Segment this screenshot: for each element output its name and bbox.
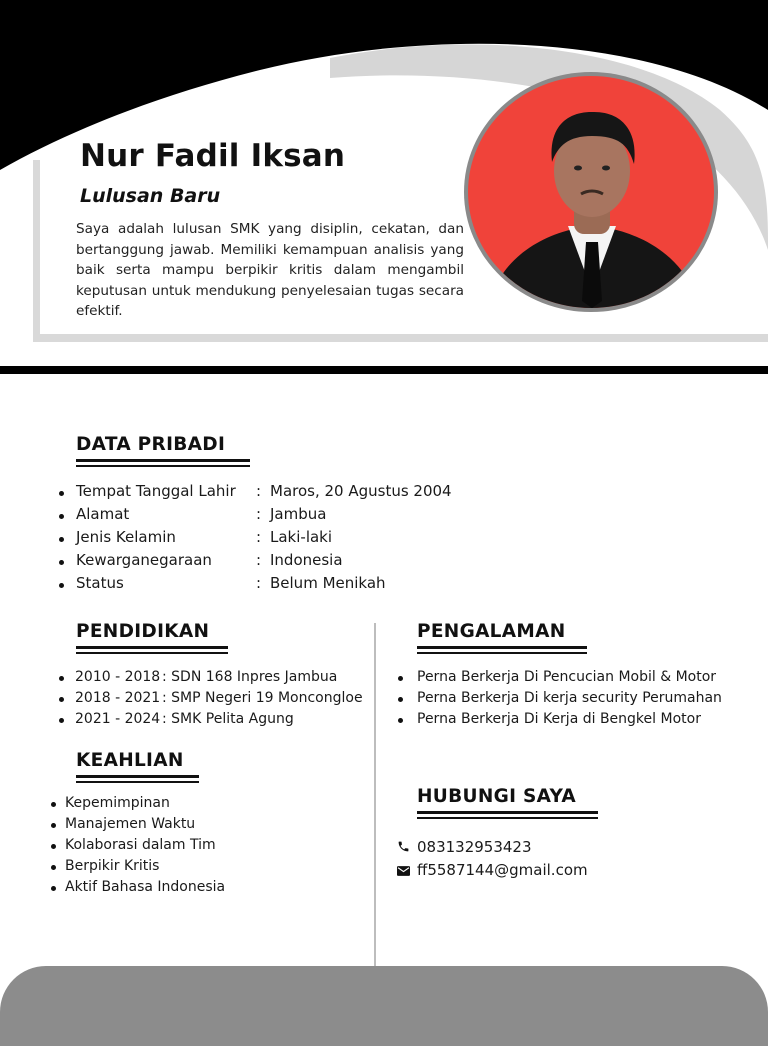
person-portrait: [468, 76, 714, 308]
field-label: Alamat: [76, 505, 130, 523]
heading-underline: [417, 811, 598, 820]
skill-label: Berpikir Kritis: [65, 858, 160, 874]
bullet-dot: [51, 844, 56, 849]
profile-photo: [464, 72, 718, 312]
section-heading: PENDIDIKAN: [76, 621, 210, 642]
field-separator: :: [256, 505, 262, 523]
field-label: Kewarganegaraan: [76, 551, 212, 569]
bullet-dot: [59, 718, 64, 723]
heading-underline: [417, 646, 587, 655]
bullet-dot: [398, 697, 403, 702]
section-pengalaman: [417, 621, 587, 655]
field-separator: :: [256, 574, 262, 592]
section-hubungi-saya: [417, 786, 598, 820]
bullet-dot: [398, 676, 403, 681]
section-heading: KEAHLIAN: [76, 750, 184, 771]
mail-icon: [397, 866, 410, 876]
field-value: Maros, 20 Agustus 2004: [270, 482, 452, 500]
field-value: Indonesia: [270, 551, 343, 569]
education-school: : SMK Pelita Agung: [162, 711, 294, 727]
footer-band: [0, 966, 768, 1046]
section-pendidikan: [76, 621, 228, 655]
column-divider: [374, 623, 376, 968]
bullet-dot: [51, 865, 56, 870]
field-value: Jambua: [270, 505, 327, 523]
phone-icon: [397, 840, 410, 853]
education-school: : SDN 168 Inpres Jambua: [162, 669, 338, 685]
bullet-dot: [51, 802, 56, 807]
profile-summary: Saya adalah lulusan SMK yang disiplin, cekatan, dan bertanggung jawab. Memiliki kemampuan analisis yang baik serta mampu berpikir kritis dalam mengambil keputusan untuk mendukung penyelesaian tugas secara efektif.: [76, 221, 464, 319]
heading-underline: [76, 459, 250, 468]
job-title: Lulusan Baru: [80, 185, 221, 207]
skill-label: Manajemen Waktu: [65, 816, 196, 832]
full-name: Nur Fadil Iksan: [80, 138, 346, 174]
field-value: Belum Menikah: [270, 574, 386, 592]
experience-label: Perna Berkerja Di Kerja di Bengkel Motor: [417, 711, 701, 727]
phone-number[interactable]: 083132953423: [417, 838, 532, 856]
section-keahlian: [76, 750, 199, 784]
section-heading: PENGALAMAN: [417, 621, 566, 642]
education-years: 2018 - 2021: [75, 690, 161, 706]
education-years: 2010 - 2018: [75, 669, 161, 685]
bullet-dot: [51, 823, 56, 828]
section-heading: HUBUNGI SAYA: [417, 786, 577, 807]
field-value: Laki-laki: [270, 528, 333, 546]
field-label: Status: [76, 574, 124, 592]
bullet-dot: [59, 514, 64, 519]
field-label: Tempat Tanggal Lahir: [76, 482, 236, 500]
field-separator: :: [256, 551, 262, 569]
skill-label: Kolaborasi dalam Tim: [65, 837, 216, 853]
bullet-dot: [398, 718, 403, 723]
skill-label: Aktif Bahasa Indonesia: [65, 879, 226, 895]
bullet-dot: [59, 676, 64, 681]
section-heading: DATA PRIBADI: [76, 434, 226, 455]
bullet-dot: [59, 583, 64, 588]
heading-underline: [76, 646, 228, 655]
experience-label: Perna Berkerja Di kerja security Perumahan: [417, 690, 722, 706]
education-school: : SMP Negeri 19 Moncongloe: [162, 690, 363, 706]
education-years: 2021 - 2024: [75, 711, 161, 727]
bullet-dot: [59, 697, 64, 702]
photo-background: [468, 76, 714, 308]
bullet-dot: [59, 491, 64, 496]
heading-underline: [76, 775, 199, 784]
field-separator: :: [256, 528, 262, 546]
skill-label: Kepemimpinan: [65, 795, 170, 811]
section-data-pribadi: [76, 434, 250, 468]
bullet-dot: [51, 886, 56, 891]
email-address[interactable]: ff5587144@gmail.com: [417, 861, 588, 879]
field-separator: :: [256, 482, 262, 500]
bullet-dot: [59, 537, 64, 542]
field-label: Jenis Kelamin: [76, 528, 176, 546]
bullet-dot: [59, 560, 64, 565]
experience-label: Perna Berkerja Di Pencucian Mobil & Motor: [417, 669, 717, 685]
